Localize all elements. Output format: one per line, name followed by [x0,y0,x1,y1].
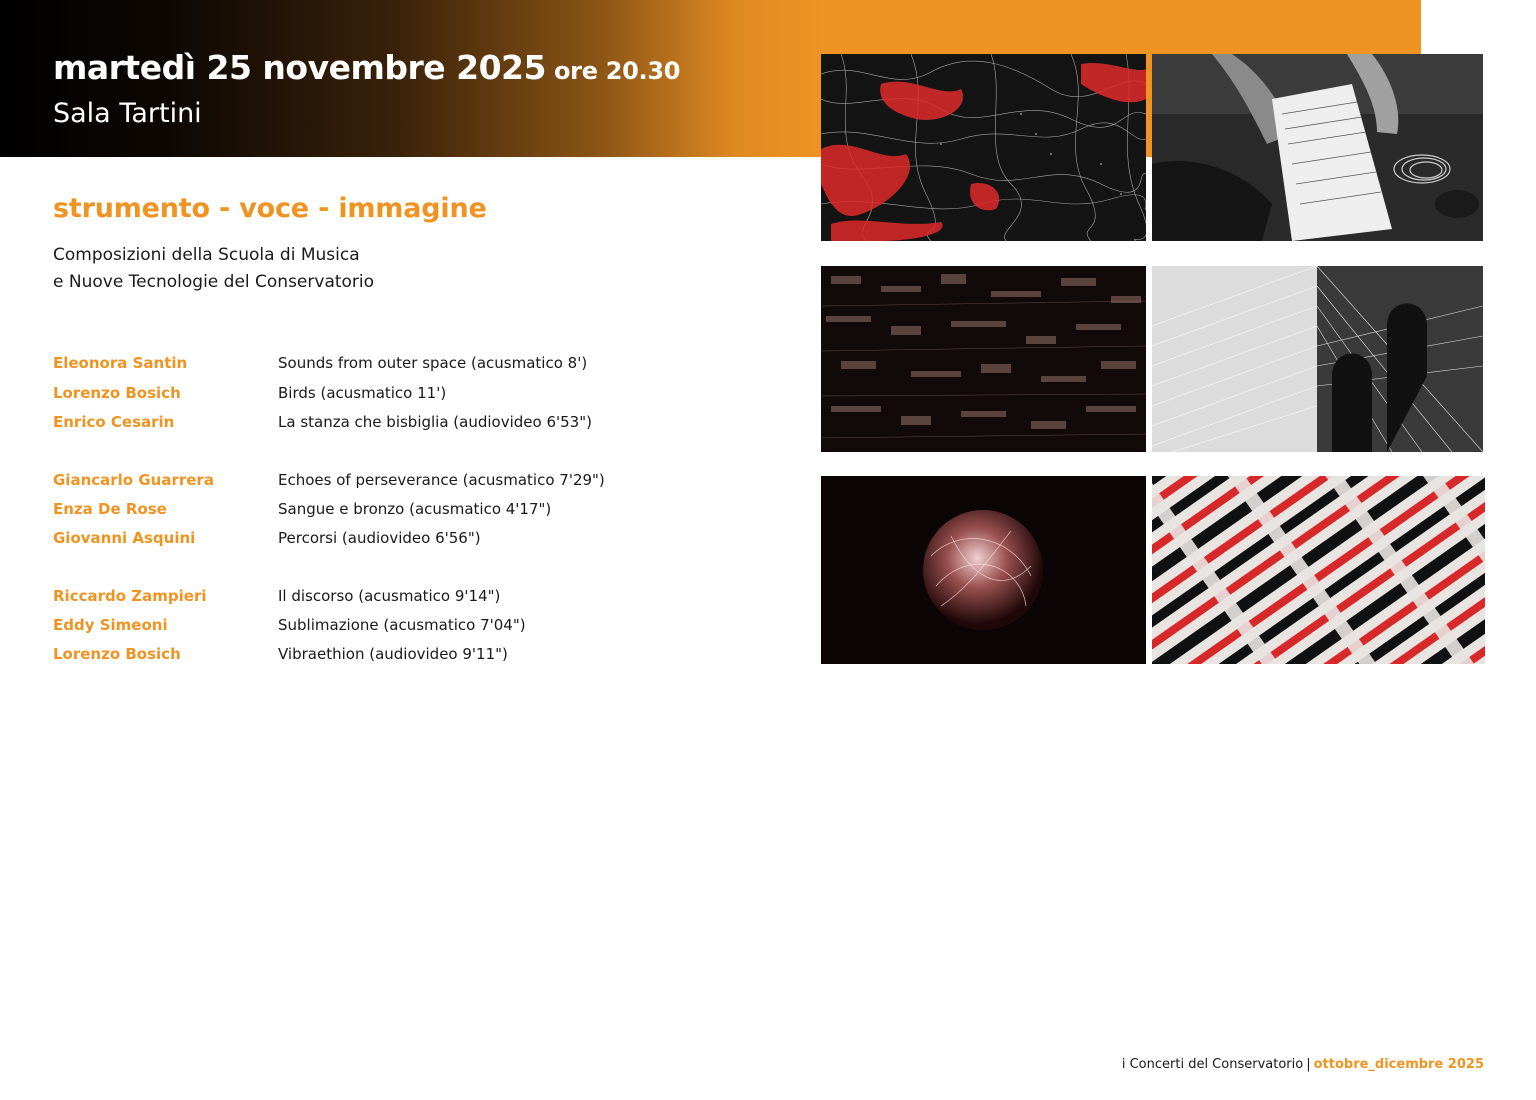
footer-period: ottobre_dicembre 2025 [1313,1057,1484,1072]
work-title: Percorsi (audiovideo 6'56") [278,529,481,547]
page-footer [1122,1057,1484,1072]
artwork-image-stripes [1152,476,1485,664]
composer-name: Eleonora Santin [53,354,188,372]
description-line: Composizioni della Scuola di Musica [53,245,360,265]
artwork-image-pointcloud [821,54,1146,241]
composer-name: Riccardo Zampieri [53,587,207,605]
event-description [53,242,374,296]
work-title: Echoes of perseverance (acusmatico 7'29") [278,471,605,489]
composer-name: Enza De Rose [53,500,167,518]
work-title: Sublimazione (acusmatico 7'04") [278,616,526,634]
composer-name: Lorenzo Bosich [53,384,181,402]
artwork-image-sheet-music [1152,54,1483,241]
work-title: La stanza che bisbiglia (audiovideo 6'53") [278,413,592,431]
event-venue: Sala Tartini [53,98,202,129]
work-title: Birds (acusmatico 11') [278,384,447,402]
work-title: Sounds from outer space (acusmatico 8') [278,354,588,372]
footer-series: i Concerti del Conservatorio [1121,1057,1304,1072]
artwork-image-string-installation [1152,266,1483,452]
composer-name: Giancarlo Guarrera [53,471,214,489]
work-title: Il discorso (acusmatico 9'14") [278,587,501,605]
artwork-image-city [821,266,1146,452]
event-title: strumento - voce - immagine [53,193,487,224]
description-line: e Nuove Tecnologie del Conservatorio [53,272,375,292]
footer-separator: | [1306,1057,1311,1072]
composer-name: Giovanni Asquini [53,529,196,547]
composer-name: Eddy Simeoni [53,616,168,634]
artwork-image-sphere [821,476,1146,664]
composer-name: Enrico Cesarin [53,413,175,431]
event-date-line [53,48,680,87]
work-title: Vibraethion (audiovideo 9'11") [278,645,508,663]
event-date: martedì 25 novembre 2025 [53,48,546,87]
work-title: Sangue e bronzo (acusmatico 4'17") [278,500,552,518]
composer-name: Lorenzo Bosich [53,645,181,663]
event-time: ore 20.30 [553,57,681,85]
